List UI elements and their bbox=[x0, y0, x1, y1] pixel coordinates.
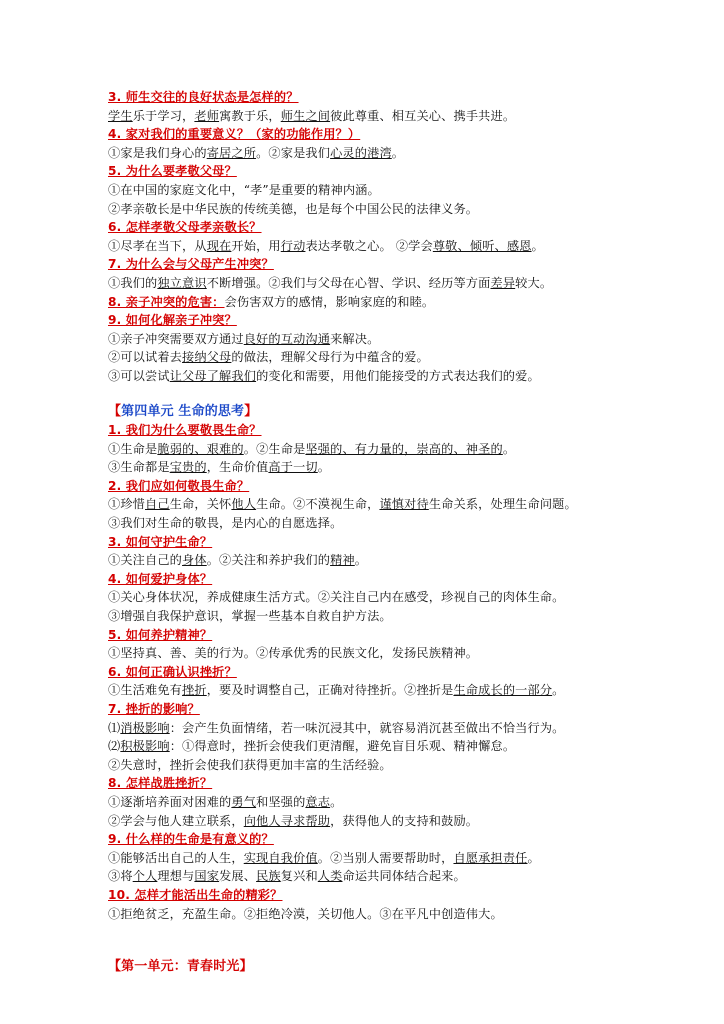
answer-text bbox=[108, 367, 618, 386]
answer-text: ①坚持真、善、美的行为。②传承优秀的民族文化，发扬民族精神。 bbox=[108, 646, 479, 661]
answer-text bbox=[108, 330, 618, 349]
text-run: 会伤害双方的感情，影响家庭的和睦。 bbox=[224, 294, 435, 309]
text-run: ①能够活出自己的人生， bbox=[108, 850, 244, 865]
text-run: 生命，关怀 bbox=[169, 497, 232, 512]
text-run: ①珍惜 bbox=[108, 497, 146, 512]
text-run: ，获得他人的支持和鼓励。 bbox=[330, 813, 479, 828]
text-run: ①生活难免有 bbox=[108, 683, 183, 698]
question-text: 9. 什么样的生命是有意义的？ bbox=[108, 832, 274, 847]
question-heading bbox=[108, 663, 618, 682]
key-phrase: 生命成长的一部分 bbox=[453, 683, 553, 698]
key-phrase: 勇气 bbox=[231, 794, 257, 809]
answer-text bbox=[108, 458, 618, 477]
answer-text: ①关心身体状况，养成健康生活方式。②关注自己内在感受，珍视自己的肉体生命。 bbox=[108, 590, 565, 605]
key-phrase: 个人 bbox=[132, 869, 158, 884]
answer-text bbox=[108, 812, 618, 831]
text-run: 命运共同体结合起来。 bbox=[342, 869, 466, 884]
document-content bbox=[108, 88, 618, 977]
key-phrase: 宝贵的 bbox=[169, 460, 207, 475]
key-phrase: 心灵的港湾 bbox=[330, 145, 392, 160]
text-run: 的做法，理解父母行为中蕴含的爱。 bbox=[231, 350, 429, 365]
question-heading bbox=[108, 533, 618, 552]
question-heading bbox=[108, 162, 618, 181]
question-heading bbox=[108, 626, 618, 645]
text-run: 。②生命是 bbox=[243, 441, 306, 456]
question-text: 7. 为什么会与父母产生冲突？ bbox=[108, 257, 274, 272]
question-heading bbox=[108, 830, 618, 849]
answer-text bbox=[108, 793, 618, 812]
answer-text: ②孝亲敬长是中华民族的传统美德，也是每个中国公民的法律义务。 bbox=[108, 201, 479, 216]
text-run: 第四单元 生命的思考 bbox=[121, 403, 245, 419]
question-heading bbox=[108, 311, 618, 330]
text-run: ③生命都是 bbox=[108, 460, 170, 475]
answer-text bbox=[108, 274, 618, 293]
key-phrase: 消极影响 bbox=[120, 720, 170, 735]
text-run: ①生命是 bbox=[108, 441, 158, 456]
text-run: 。 bbox=[527, 850, 540, 865]
key-phrase: 积极影响 bbox=[120, 739, 170, 754]
answer-text bbox=[108, 849, 618, 868]
text-run: ⑵ bbox=[108, 739, 121, 754]
key-phrase: 向他人寻求帮助 bbox=[243, 813, 331, 828]
text-run: ：会产生负面情绪，若一味沉浸其中，就容易消沉甚至做出不恰当行为。 bbox=[169, 720, 565, 735]
key-phrase: 让父母了解我们 bbox=[169, 368, 257, 383]
answer-text: ①拒绝贫乏，充盈生命。②拒绝冷漠，关切他人。③在平凡中创造伟大。 bbox=[108, 906, 503, 921]
text-run: 复兴和 bbox=[280, 869, 318, 884]
unit-title: 【第一单元：青春时光】 bbox=[108, 959, 253, 975]
answer-text bbox=[108, 107, 618, 126]
answer-text bbox=[108, 495, 618, 514]
text-run: ⑴ bbox=[108, 720, 121, 735]
key-phrase: 坚强的、有力量的，崇高的、神圣的 bbox=[305, 441, 503, 456]
question-heading bbox=[108, 88, 618, 107]
question-heading bbox=[108, 125, 618, 144]
answer-text bbox=[108, 737, 618, 756]
key-phrase: 师生之间 bbox=[280, 108, 331, 123]
text-run: 】 bbox=[244, 403, 258, 419]
key-phrase: 良好的互动沟通 bbox=[243, 331, 331, 346]
text-run: 不断增强。②我们与父母在心智、学识、经历等方面 bbox=[206, 275, 491, 290]
text-run: ①尽孝在当下，从 bbox=[108, 238, 207, 253]
answer-text: ③增强自我保护意识，掌握一些基本自救自护方法。 bbox=[108, 609, 392, 624]
answer-text bbox=[108, 551, 618, 570]
key-phrase: 精神 bbox=[330, 553, 355, 568]
text-run: ③可以尝试 bbox=[108, 368, 170, 383]
text-run: 发展、 bbox=[219, 869, 257, 884]
question-heading bbox=[108, 218, 618, 237]
question-heading bbox=[108, 886, 618, 905]
key-phrase: 独立意识 bbox=[157, 275, 207, 290]
key-phrase: 脆弱的、艰难的 bbox=[157, 441, 244, 456]
text-run: ①关注自己的 bbox=[108, 553, 183, 568]
key-phrase: 实现自我价值 bbox=[243, 850, 318, 865]
text-run: ：①得意时，挫折会使我们更清醒，避免盲目乐观、精神懈怠。 bbox=[169, 739, 516, 754]
question-text: 6. 怎样孝敬父母孝亲敬长？ bbox=[108, 220, 262, 235]
text-run: 【 bbox=[108, 403, 122, 419]
text-run: 寓教于乐， bbox=[219, 108, 281, 123]
text-run: 的变化和需要，用他们能接受的方式表达我们的爱。 bbox=[256, 368, 540, 383]
answer-text bbox=[108, 144, 618, 163]
text-run: ①逐渐培养面对困难的 bbox=[108, 794, 232, 809]
key-phrase: 谨慎对待 bbox=[379, 497, 429, 512]
answer-text bbox=[108, 719, 618, 738]
answer-text bbox=[108, 440, 618, 459]
key-phrase: 他人 bbox=[231, 497, 257, 512]
question-text: 3. 师生交往的良好状态是怎样的？ bbox=[108, 90, 299, 104]
text-run: 开始，用 bbox=[231, 238, 281, 253]
text-run: ①我们的 bbox=[108, 275, 158, 290]
text-run: ③将 bbox=[108, 869, 133, 884]
answer-text: ③我们对生命的敬畏，是内心的自愿选择。 bbox=[108, 516, 343, 531]
question-heading bbox=[108, 570, 618, 589]
question-text: 4. 家对我们的重要意义？（家的功能作用？） bbox=[108, 127, 361, 142]
key-phrase: 身体 bbox=[182, 553, 207, 568]
question-text: 3. 如何守护生命？ bbox=[108, 534, 213, 549]
key-phrase: 国家 bbox=[194, 869, 220, 884]
text-run: 来解决。 bbox=[330, 331, 380, 346]
text-run: 。 bbox=[552, 683, 565, 698]
question-heading bbox=[108, 774, 618, 793]
key-phrase: 高于一切 bbox=[268, 460, 318, 475]
question-heading bbox=[108, 477, 618, 496]
text-run: 。 bbox=[330, 794, 343, 809]
question-text: 2. 我们应如何敬畏生命？ bbox=[108, 478, 250, 493]
text-run: 。 bbox=[317, 460, 331, 475]
question-text: 4. 如何爱护身体？ bbox=[108, 571, 213, 586]
text-run: 和坚强的 bbox=[256, 794, 306, 809]
key-phrase: 自愿承担责任 bbox=[453, 850, 528, 865]
question-heading bbox=[108, 700, 618, 719]
key-phrase: 差异 bbox=[490, 275, 516, 290]
text-run: ，要及时调整自己，正确对待挫折。②挫折是 bbox=[206, 683, 454, 698]
text-run: ，生命价值 bbox=[206, 460, 269, 475]
key-phrase: 行动 bbox=[280, 238, 306, 253]
answer-text bbox=[108, 348, 618, 367]
key-phrase: 民族 bbox=[256, 869, 281, 884]
text-run: 生命关系，处理生命问题。 bbox=[428, 497, 577, 512]
text-run: 。 bbox=[354, 553, 368, 568]
question-text: 8. 亲子冲突的危害： bbox=[108, 294, 225, 309]
answer-text: ②失意时，挫折会使我们获得更加丰富的生活经验。 bbox=[108, 757, 392, 772]
text-run: 。②当别人需要帮助时， bbox=[317, 850, 454, 865]
text-run: 理想与 bbox=[157, 869, 195, 884]
text-run: 乐于学习， bbox=[132, 108, 195, 123]
question-text: 1. 我们为什么要敬畏生命？ bbox=[108, 423, 262, 438]
text-run: 彼此尊重、相互关心、携手共进。 bbox=[330, 108, 516, 123]
key-phrase: 接纳父母 bbox=[182, 350, 232, 365]
key-phrase: 自己 bbox=[145, 497, 170, 512]
text-run: ②可以试着去 bbox=[108, 350, 183, 365]
key-phrase: 尊敬、倾听、感恩 bbox=[432, 238, 532, 253]
question-text: 5. 如何养护精神？ bbox=[108, 627, 213, 642]
unit-title bbox=[108, 403, 618, 422]
question-text: 10. 怎样才能活出生命的精彩？ bbox=[108, 887, 283, 902]
text-run: 生命。②不漠视生命， bbox=[256, 497, 380, 512]
text-run: 。②关注和养护我们的 bbox=[206, 553, 331, 568]
text-run: 。 bbox=[502, 441, 516, 456]
text-run: 表达孝敬之心。 ②学会 bbox=[305, 238, 433, 253]
text-run: 。 bbox=[531, 238, 544, 253]
answer-text bbox=[108, 681, 618, 700]
key-phrase: 人类 bbox=[317, 869, 343, 884]
key-phrase: 现在 bbox=[206, 238, 232, 253]
text-run: 。②家是我们 bbox=[256, 145, 331, 160]
question-text: 7. 挫折的影响？ bbox=[108, 702, 200, 716]
key-phrase: 挫折 bbox=[182, 683, 207, 698]
key-phrase: 意志 bbox=[305, 794, 331, 809]
text-run: ②学会与他人建立联系， bbox=[108, 813, 244, 828]
question-text: 6. 如何正确认识挫折？ bbox=[108, 664, 237, 679]
key-phrase: 寄居之所 bbox=[206, 145, 257, 160]
answer-text: ①在中国的家庭文化中，“孝”是重要的精神内涵。 bbox=[108, 182, 380, 197]
question-text: 9. 如何化解亲子冲突？ bbox=[108, 313, 237, 328]
question-heading bbox=[108, 293, 618, 312]
text-run: 较大。 bbox=[515, 275, 553, 290]
answer-text bbox=[108, 237, 618, 256]
question-text: 8. 怎样战胜挫折？ bbox=[108, 776, 213, 791]
question-heading bbox=[108, 255, 618, 274]
text-run: ①亲子冲突需要双方通过 bbox=[108, 331, 244, 346]
answer-text bbox=[108, 867, 618, 886]
question-text: 5. 为什么要孝敬父母？ bbox=[108, 164, 237, 179]
question-heading bbox=[108, 421, 618, 440]
key-phrase: 学生 bbox=[108, 108, 133, 123]
text-run: 。 bbox=[391, 145, 405, 160]
key-phrase: 老师 bbox=[194, 108, 220, 123]
text-run: ①家是我们身心的 bbox=[108, 145, 207, 160]
